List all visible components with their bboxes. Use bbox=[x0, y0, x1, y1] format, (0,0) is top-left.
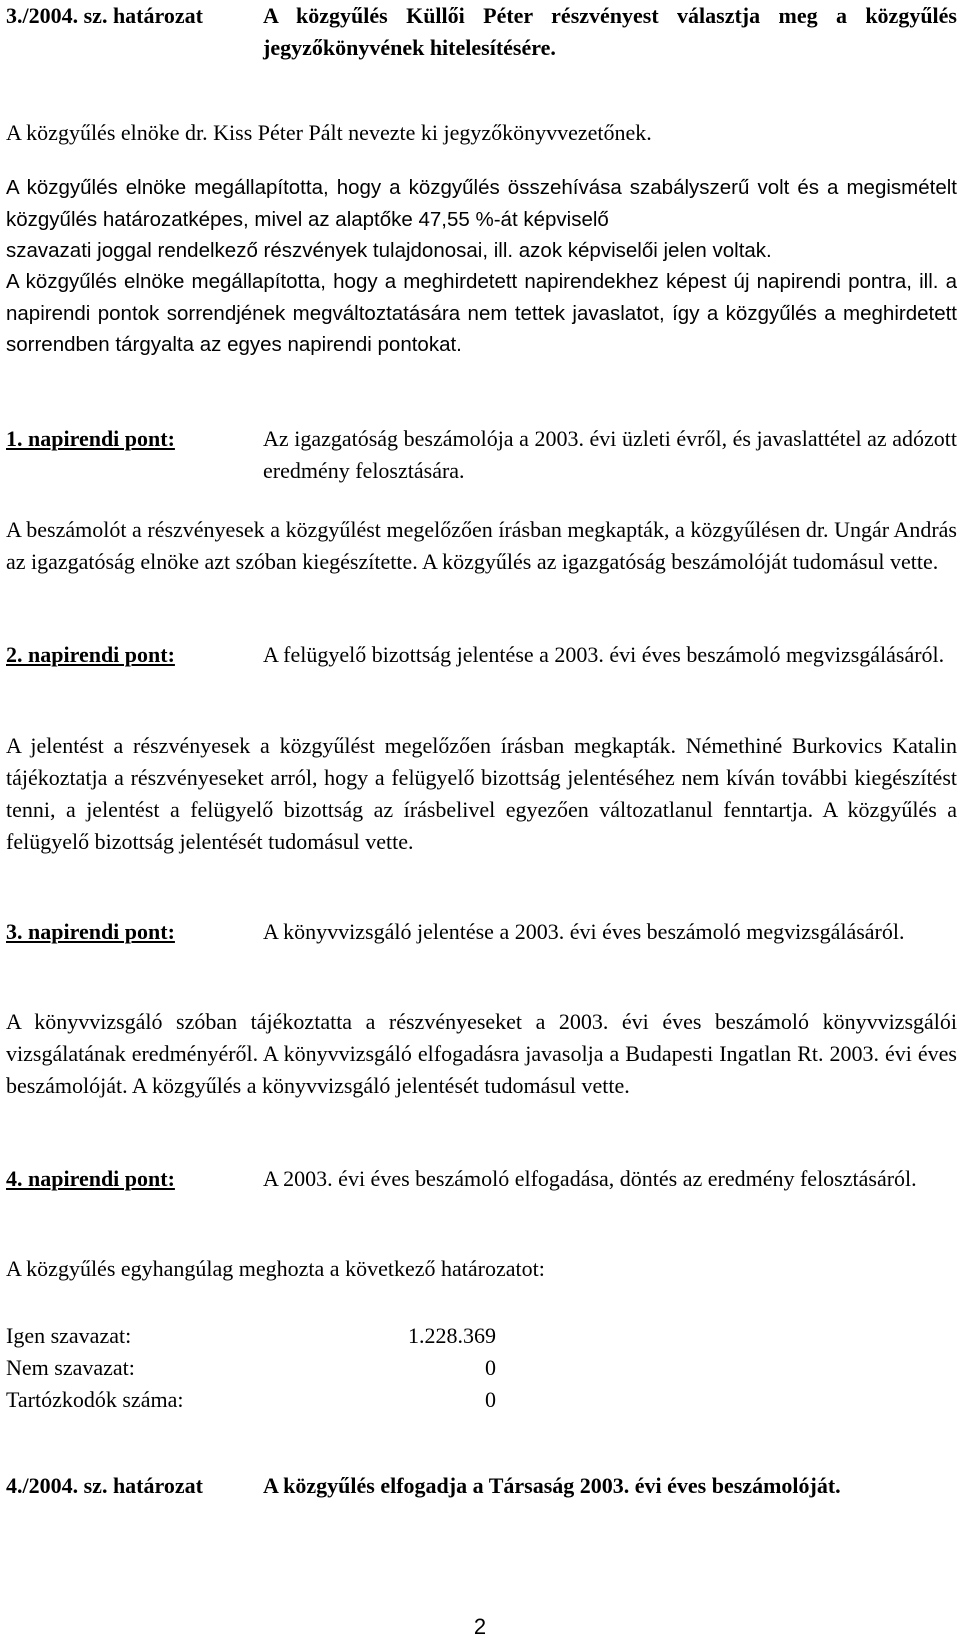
resolution-text: A közgyűlés Küllői Péter részvényest választja meg a közgyűlés jegyzőkönyvének hitelesítésére. bbox=[263, 3, 957, 60]
agenda-label: 2. napirendi pont: bbox=[6, 642, 175, 667]
page-number: 2 bbox=[473, 1614, 487, 1639]
vote-value-yes: 1.228.369 bbox=[408, 1323, 496, 1348]
agenda-item-3 bbox=[6, 916, 957, 948]
para-quorum-line-1: A közgyűlés elnöke megállapította, hogy a közgyűlés összehívása szabályszerű volt és a megismételt közgyűlés határozatképes, mivel az alaptőke 47,55 %-át képviselő bbox=[6, 176, 957, 231]
para-agenda-order: A közgyűlés elnöke megállapította, hogy a meghirdetett napirendekhez képest új napirendi pontra, ill. a napirendi pontok sorrendjének megváltoztatására nem tettek javaslatot, így a közgyűlés a meghirdetett sorrendben tárgyalta az egyes napirendi pontokat. bbox=[6, 270, 957, 356]
resolution-text: A közgyűlés elfogadja a Társaság 2003. évi éves beszámolóját. bbox=[263, 1473, 841, 1498]
vote-label-abstain: Tartózkodók száma: bbox=[6, 1387, 184, 1412]
vote-value-no: 0 bbox=[485, 1355, 496, 1380]
vote-label-no: Nem szavazat: bbox=[6, 1355, 135, 1380]
agenda-body-1: A beszámolót a részvényesek a közgyűlést megelőzően írásban megkapták, a közgyűlésen dr. Ungár András az igazgatóság elnöke azt szóban kiegészítette. A közgyűlés az igazgatóság beszámolóját tudomásul vette. bbox=[6, 517, 957, 574]
agenda-item-4 bbox=[6, 1163, 957, 1195]
agenda-label: 3. napirendi pont: bbox=[6, 919, 175, 944]
agenda-title: A könyvvizsgáló jelentése a 2003. évi éves beszámoló megvizsgálásáról. bbox=[263, 919, 905, 944]
resolution-number: 4./2004. sz. határozat bbox=[6, 1473, 203, 1498]
agenda-body-2: A jelentést a részvényesek a közgyűlést megelőzően írásban megkapták. Némethiné Burkovics Katalin tájékoztatja a részvényeseket arról, hogy a felügyelő bizottság jelentéséhez nem kíván további kiegészítést tenni, a jelentést a felügyelő bizottság az írásbelivel egyezően változatlanul fenntartja. A közgyűlés a felügyelő bizottság jelentését tudomásul vette. bbox=[6, 733, 957, 854]
agenda-body-4: A közgyűlés egyhangúlag meghozta a következő határozatot: bbox=[6, 1256, 545, 1281]
para-quorum bbox=[6, 172, 957, 267]
vote-results bbox=[6, 1320, 957, 1416]
resolution-number: 3./2004. sz. határozat bbox=[6, 3, 203, 28]
resolution-3-2004 bbox=[6, 0, 957, 64]
agenda-item-1 bbox=[6, 423, 957, 487]
agenda-label: 1. napirendi pont: bbox=[6, 426, 175, 451]
vote-value-abstain: 0 bbox=[485, 1387, 496, 1412]
resolution-4-2004 bbox=[6, 1470, 957, 1502]
agenda-label: 4. napirendi pont: bbox=[6, 1166, 175, 1191]
para-quorum-line-2: szavazati joggal rendelkező részvények tulajdonosai, ill. azok képviselői jelen voltak. bbox=[6, 239, 772, 262]
agenda-title: Az igazgatóság beszámolója a 2003. évi üzleti évről, és javaslattétel az adózott eredmény felosztására. bbox=[263, 426, 957, 483]
agenda-title: A felügyelő bizottság jelentése a 2003. évi éves beszámoló megvizsgálásáról. bbox=[263, 642, 945, 667]
agenda-title: A 2003. évi éves beszámoló elfogadása, döntés az eredmény felosztásáról. bbox=[263, 1166, 917, 1191]
para-chair: A közgyűlés elnöke dr. Kiss Péter Pált nevezte ki jegyzőkönyvvezetőnek. bbox=[6, 120, 652, 145]
agenda-body-3: A könyvvizsgáló szóban tájékoztatta a részvényeseket a 2003. évi éves beszámoló könyvvizsgálói vizsgálatának eredményéről. A könyvvizsgáló elfogadásra javasolja a Budapesti Ingatlan Rt. 2003. évi éves beszámolóját. A közgyűlés a könyvvizsgáló jelentését tudomásul vette. bbox=[6, 1009, 957, 1098]
agenda-item-2 bbox=[6, 639, 957, 671]
vote-label-yes: Igen szavazat: bbox=[6, 1323, 132, 1348]
